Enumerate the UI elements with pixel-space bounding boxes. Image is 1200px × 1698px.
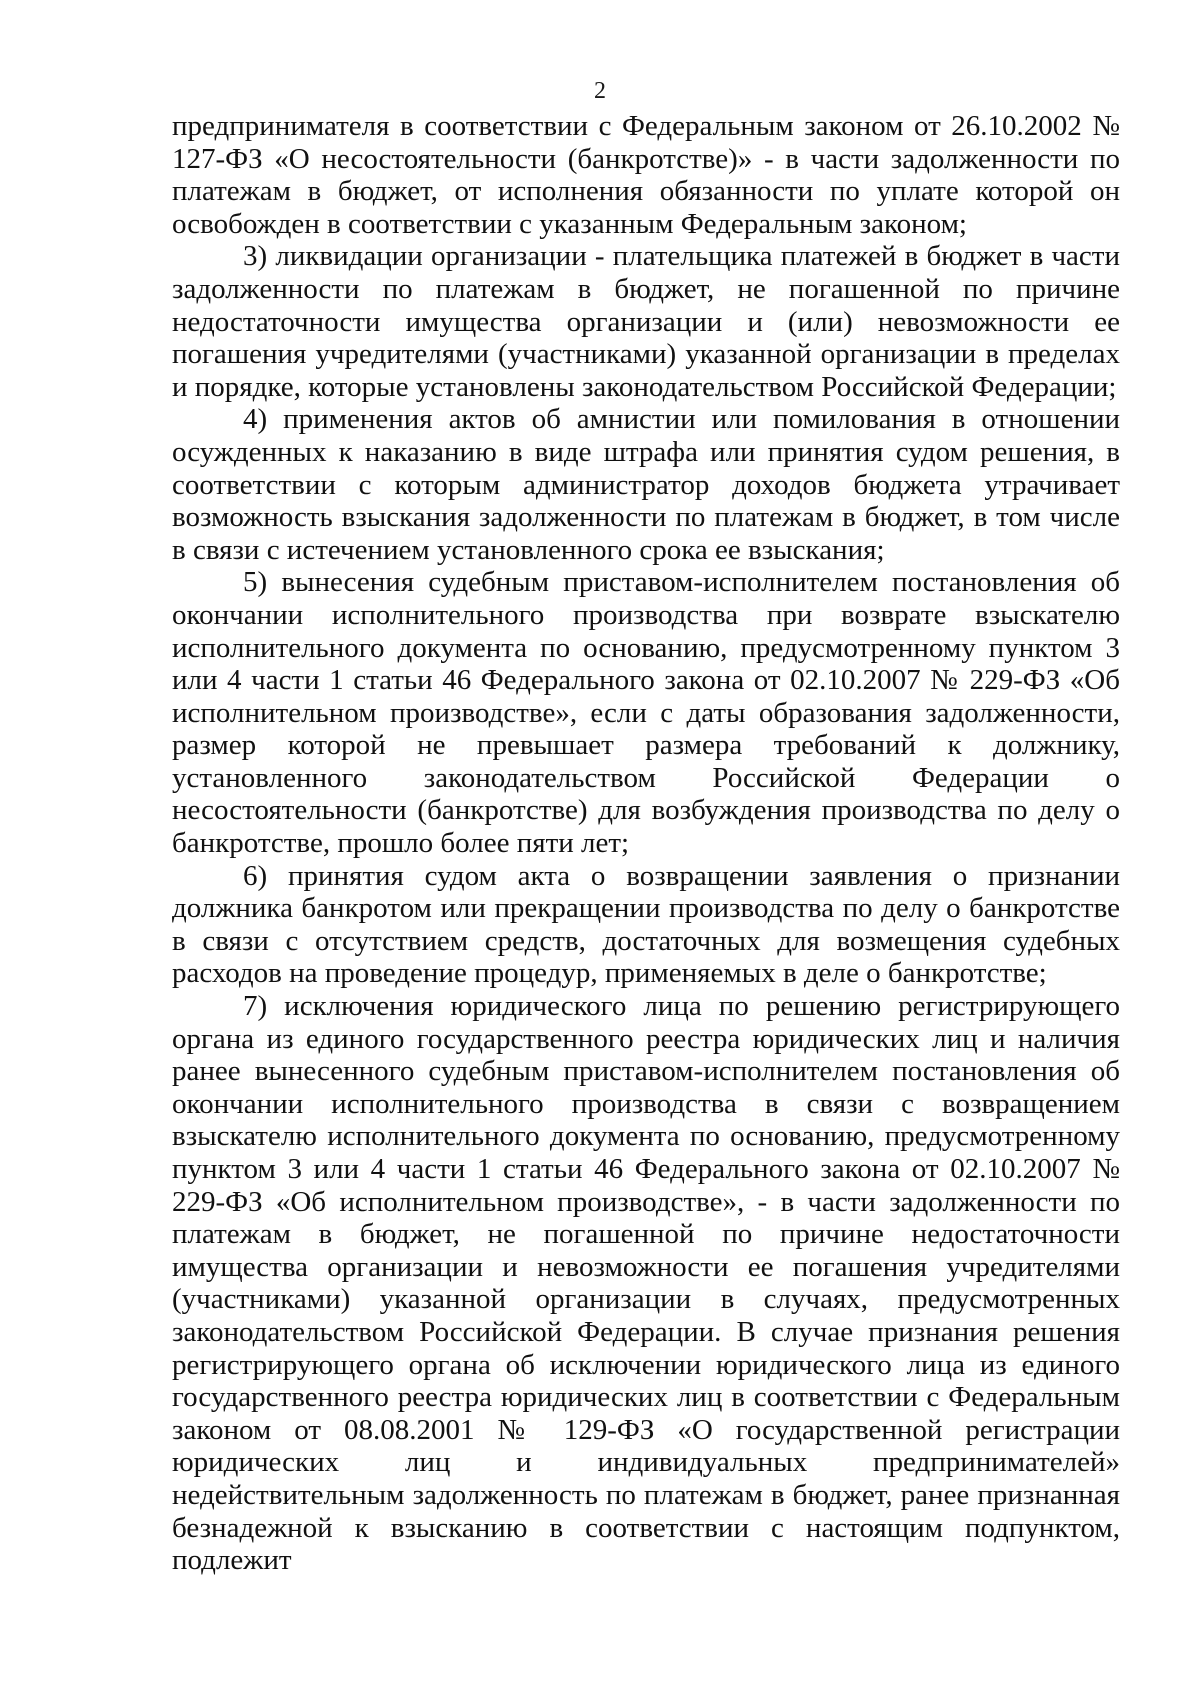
paragraph-item-4: 4) применения актов об амнистии или помилования в отношении осужденных к наказанию в виде штрафа или принятия судом решения, в соответствии с которым администратор доходов бюджета утрачивает возможность взыскания задолженности по платежам в бюджет, в том числе в связи с истечением установленного срока ее взыскания; xyxy=(172,403,1120,566)
paragraph-item-5: 5) вынесения судебным приставом-исполнителем постановления об окончании исполнительного производства при возврате взыскателю исполнительного документа по основанию, предусмотренному пунктом 3 или 4 части 1 статьи 46 Федерального закона от 02.10.2007 № 229-ФЗ «Об исполнительном производстве», если с даты образования задолженности, размер которой не превышает размера требований к должнику, установленного законодательством Российской Федерации о несостоятельности (банкротстве) для возбуждения производства по делу о банкротстве, прошло более пяти лет; xyxy=(172,566,1120,860)
paragraph-item-6: 6) принятия судом акта о возвращении заявления о признании должника банкротом или прекращении производства по делу о банкротстве в связи с отсутствием средств, достаточных для возмещения судебных расходов на проведение процедур, применяемых в деле о банкротстве; xyxy=(172,859,1120,990)
paragraph-item-7: 7) исключения юридического лица по решению регистрирующего органа из единого государственного реестра юридических лиц и наличия ранее вынесенного судебным приставом-исполнителем постановления об окончании исполнительного производства в связи с возвращением взыскателю исполнительного документа по основанию, предусмотренному пунктом 3 или 4 части 1 статьи 46 Федерального закона от 02.10.2007 № 229-ФЗ «Об исполнительном производстве», - в части задолженности по платежам в бюджет, не погашенной по причине недостаточности имущества организации и невозможности ее погашения учредителями (участниками) указанной организации в случаях, предусмотренных законодательством Российской Федерации. В случае признания решения регистрирующего органа об исключении юридического лица из единого государственного реестра юридических лиц в соответствии с Федеральным законом от 08.08.2001 № 129-ФЗ «О государственной регистрации юридических лиц и индивидуальных предпринимателей» недействительным задолженность по платежам в бюджет, ранее признанная безнадежной к взысканию в соответствии с настоящим подпунктом, подлежит xyxy=(172,990,1120,1577)
page-number: 2 xyxy=(594,78,606,104)
paragraph-continuation: предпринимателя в соответствии с Федеральным законом от 26.10.2002 № 127-ФЗ «О несостоятельности (банкротстве)» - в части задолженности по платежам в бюджет, от исполнения обязанности по уплате которой он освобожден в соответствии с указанным Федеральным законом; xyxy=(172,110,1120,240)
paragraph-item-3: 3) ликвидации организации - плательщика платежей в бюджет в части задолженности по платежам в бюджет, не погашенной по причине недостаточности имущества организации и (или) невозможности ее погашения учредителями (участниками) указанной организации в пределах и порядке, которые установлены законодательством Российской Федерации; xyxy=(172,240,1120,403)
document-body xyxy=(172,110,1120,1577)
